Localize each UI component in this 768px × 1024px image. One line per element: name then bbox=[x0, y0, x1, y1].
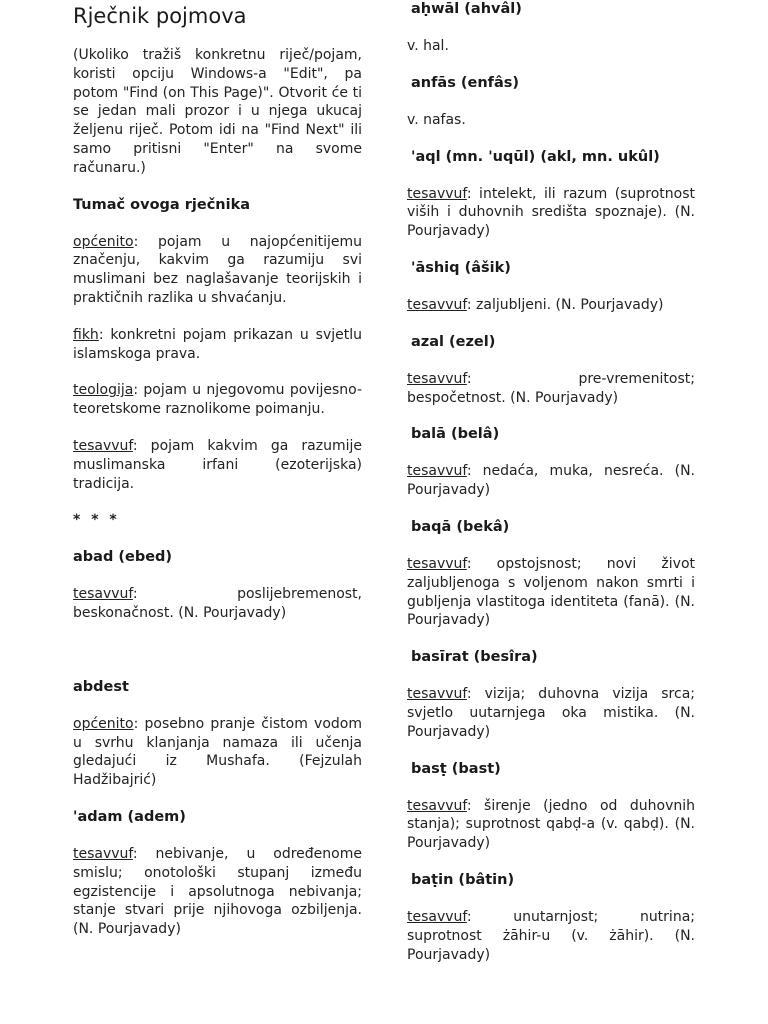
definition-text: : posebno pranje čistom vodom u svrhu klanjanja namaza ili učenja gledajući iz Mushafa. (Fejzulah Hadžibajrić) bbox=[73, 715, 362, 789]
entry-term: baqā (bekâ) bbox=[411, 518, 510, 535]
entry-term: 'āshiq (âšik) bbox=[411, 259, 511, 276]
category-tag: tesavvuf bbox=[407, 555, 467, 572]
entry-definition bbox=[407, 908, 695, 964]
legend-item bbox=[73, 233, 362, 308]
entry-definition bbox=[407, 685, 695, 741]
category-tag: tesavvuf bbox=[407, 797, 467, 814]
entry-term: 'adam (adem) bbox=[73, 808, 186, 825]
category-tag: tesavvuf bbox=[73, 845, 133, 862]
definition-text: : unutarnjost; nutrina; suprotnost żāhir-u (v. żāhir). (N. Pourjavady) bbox=[407, 908, 695, 963]
entry-term: basṭ (bast) bbox=[411, 760, 501, 777]
entry-term: aḥwāl (ahvâl) bbox=[411, 1, 522, 17]
definition-text: : pre-vremenitost; bespočetnost. (N. Pourjavady) bbox=[407, 370, 695, 406]
definition-text: : nedaća, muka, nesreća. (N. Pourjavady) bbox=[407, 463, 695, 499]
entry-definition bbox=[407, 797, 695, 853]
entry-term: anfās (enfâs) bbox=[411, 74, 520, 91]
legend-item bbox=[73, 381, 362, 419]
entry-term: abad (ebed) bbox=[73, 549, 173, 566]
category-tag: fikh bbox=[73, 326, 99, 343]
definition-text: : zaljubljeni. (N. Pourjavady) bbox=[466, 296, 664, 313]
entry-definition bbox=[407, 185, 695, 241]
entry-term: 'aql (mn. 'uqūl) (akl, mn. ukûl) bbox=[411, 148, 660, 165]
entry-definition bbox=[407, 370, 695, 408]
category-tag: tesavvuf bbox=[73, 437, 133, 454]
legend-item bbox=[73, 437, 362, 493]
category-tag: tesavvuf bbox=[407, 908, 467, 925]
entry-definition bbox=[73, 585, 362, 623]
category-tag: tesavvuf bbox=[407, 463, 467, 480]
definition-text: : opstojsnost; novi život zaljubljenoga s voljenom nakon smrti i gubljenja vlastitoga identiteta (fanā). (N. Pourjavady) bbox=[407, 555, 695, 629]
entry-term: azal (ezel) bbox=[411, 333, 496, 350]
right-column bbox=[407, 0, 695, 982]
definition-text: v. nafas. bbox=[407, 111, 466, 128]
left-column bbox=[73, 0, 362, 957]
entry-term: abdest bbox=[73, 678, 129, 695]
definition-text: : pojam u njegovomu povijesno-teoretskome raznolikome poimanju. bbox=[73, 382, 362, 418]
entry-term: balā (belâ) bbox=[411, 426, 500, 443]
definition-text: : širenje (jedno od duhovnih stanja); suprotnost qabḍ-a (v. qabḍ). (N. Pourjavady) bbox=[407, 797, 695, 852]
category-tag: općenito bbox=[73, 233, 134, 250]
legend-heading: Tumač ovoga rječnika bbox=[73, 196, 251, 213]
blank-space bbox=[73, 641, 362, 678]
definition-text: : konkretni pojam prikazan u svjetlu islamskoga prava. bbox=[73, 326, 362, 362]
category-tag: tesavvuf bbox=[73, 586, 133, 603]
entry-definition bbox=[407, 296, 695, 315]
category-tag: tesavvuf bbox=[407, 370, 467, 387]
section-separator: * * * bbox=[73, 512, 120, 529]
intro-paragraph: (Ukoliko tražiš konkretnu riječ/pojam, koristi opciju Windows-a "Edit", pa potom "Find (on This Page)". Otvorit će ti se jedan mali prozor i u njega ukucaj željenu riječ. Potom idi na "Find Next" ili samo pritisni "Enter" na svome računaru.) bbox=[73, 47, 362, 176]
entry-definition bbox=[407, 37, 695, 56]
definition-text: : intelekt, ili razum (suprotnost viših i duhovnih središta spoznaje). (N. Pourjavady) bbox=[407, 185, 695, 240]
definition-text: : pojam u najopćenitijemu značenju, kakvim ga razumiju svi muslimani bez naglašavanje teorijskih i praktičnih razlika u shvaćanju. bbox=[73, 233, 362, 306]
definition-text: v. hal. bbox=[407, 38, 449, 54]
entry-definition bbox=[407, 555, 695, 630]
entry-definition bbox=[73, 845, 362, 939]
definition-text: : nebivanje, u određenome smislu; onotološki stupanj između egzistencije i apsolutnoga nebivanja; stanje stvari prije njihovoga ozbiljenja. (N. Pourjavady) bbox=[73, 845, 362, 938]
entry-term: basīrat (besîra) bbox=[411, 649, 538, 666]
entry-definition bbox=[73, 715, 362, 790]
category-tag: tesavvuf bbox=[407, 185, 467, 202]
category-tag: tesavvuf bbox=[407, 296, 467, 313]
category-tag: tesavvuf bbox=[407, 686, 467, 703]
category-tag: općenito bbox=[73, 715, 134, 732]
definition-text: : pojam kakvim ga razumije muslimanska irfani (ezoterijska) tradicija. bbox=[73, 437, 362, 492]
legend-item bbox=[73, 326, 362, 364]
entry-definition bbox=[407, 462, 695, 500]
definition-text: : poslijebremenost, beskonačnost. (N. Pourjavady) bbox=[73, 586, 362, 621]
category-tag: teologija bbox=[73, 382, 134, 399]
entry-term: baṭin (bâtin) bbox=[411, 871, 515, 888]
page-title: Rječnik pojmova bbox=[73, 4, 247, 28]
entry-definition bbox=[407, 111, 695, 130]
definition-text: : vizija; duhovna vizija srca; svjetlo uutarnjega oka mistika. (N. Pourjavady) bbox=[407, 686, 695, 740]
